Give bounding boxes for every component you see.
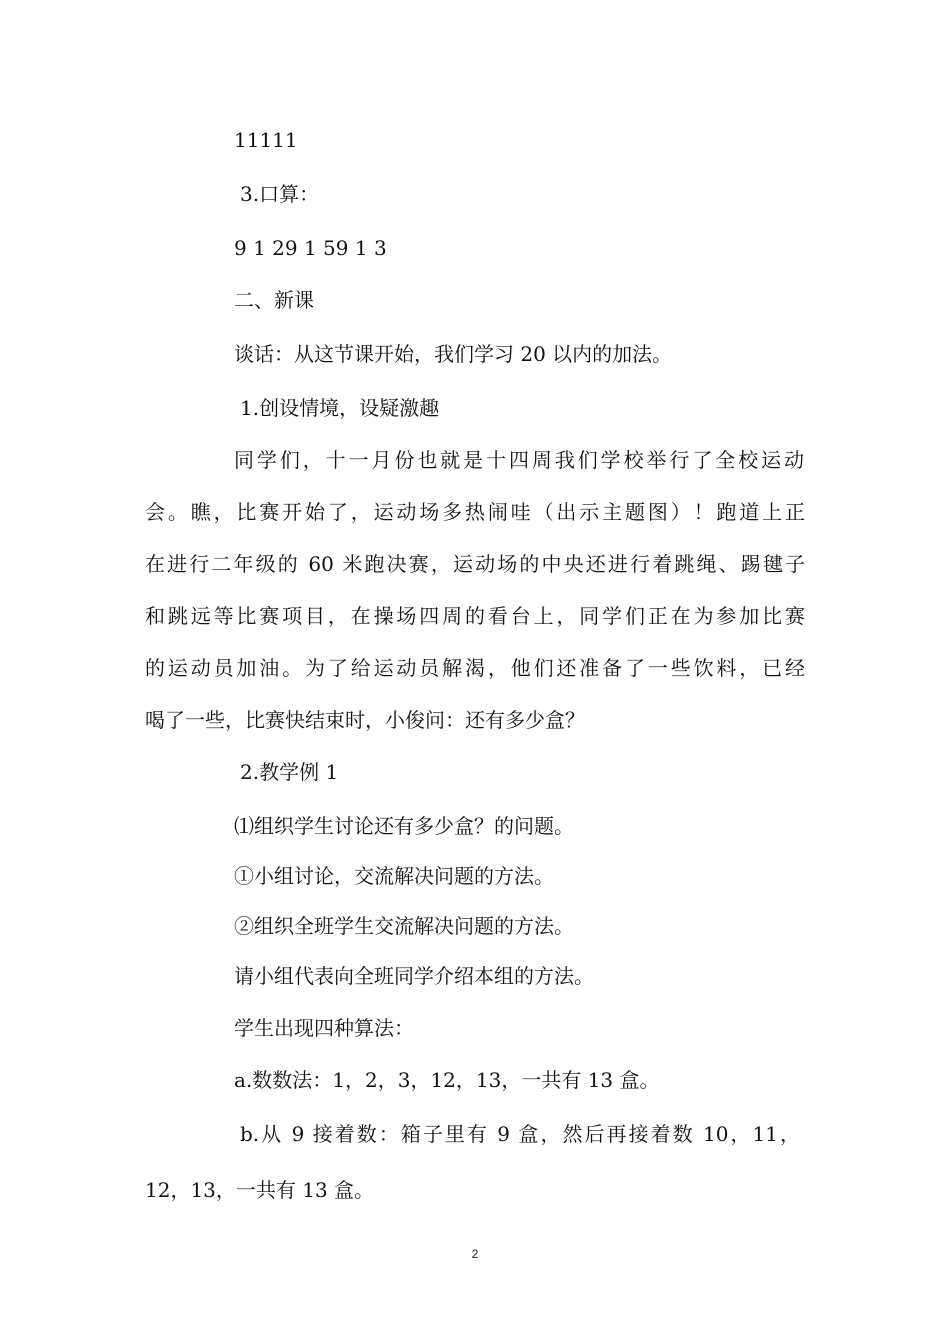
paragraph-line-4: 和跳远等比赛项目，在操场四周的看台上，同学们正在为参加比赛 bbox=[145, 604, 805, 628]
paragraph-line-5: 的运动员加油。为了给运动员解渴，他们还准备了一些饮料，已经 bbox=[145, 656, 805, 680]
paragraph-line-1: 同学们，十一月份也就是十四周我们学校举行了全校运动 bbox=[234, 448, 804, 472]
paragraph-line-6: 喝了一些，比赛快结束时，小俊问：还有多少盒？ bbox=[145, 708, 585, 732]
text-line-19: a.数数法：1，2，3，12，13，一共有 13 盒。 bbox=[234, 1068, 660, 1092]
paragraph-line-3: 在进行二年级的 60 米跑决赛，运动场的中央还进行着跳绳、踢毽子 bbox=[145, 552, 805, 576]
text-line-15: ①小组讨论，交流解决问题的方法。 bbox=[234, 864, 554, 888]
text-line-3: 9 1 29 1 59 1 3 bbox=[234, 236, 387, 260]
text-line-20: b.从 9 接着数：箱子里有 9 盒，然后再接着数 10，11， bbox=[240, 1122, 800, 1146]
page-number: 2 bbox=[471, 1247, 479, 1261]
text-line-5: 谈话：从这节课开始，我们学习 20 以内的加法。 bbox=[234, 342, 673, 366]
subheading-2: 2.教学例 1 bbox=[240, 760, 339, 784]
text-line-1: 11111 bbox=[234, 128, 298, 152]
paragraph-line-2: 会。瞧，比赛开始了，运动场多热闹哇（出示主题图）！跑道上正 bbox=[145, 500, 805, 524]
text-line-16: ②组织全班学生交流解决问题的方法。 bbox=[234, 914, 574, 938]
section-heading: 二、新课 bbox=[234, 288, 314, 312]
subheading-1: 1.创设情境，设疑激趣 bbox=[240, 396, 440, 420]
text-line-18: 学生出现四种算法： bbox=[234, 1016, 414, 1040]
text-line-14: ⑴组织学生讨论还有多少盒？的问题。 bbox=[234, 814, 574, 838]
text-line-17: 请小组代表向全班同学介绍本组的方法。 bbox=[234, 964, 594, 988]
text-line-2: 3.口算： bbox=[240, 182, 320, 206]
text-line-21: 12，13，一共有 13 盒。 bbox=[145, 1178, 375, 1202]
